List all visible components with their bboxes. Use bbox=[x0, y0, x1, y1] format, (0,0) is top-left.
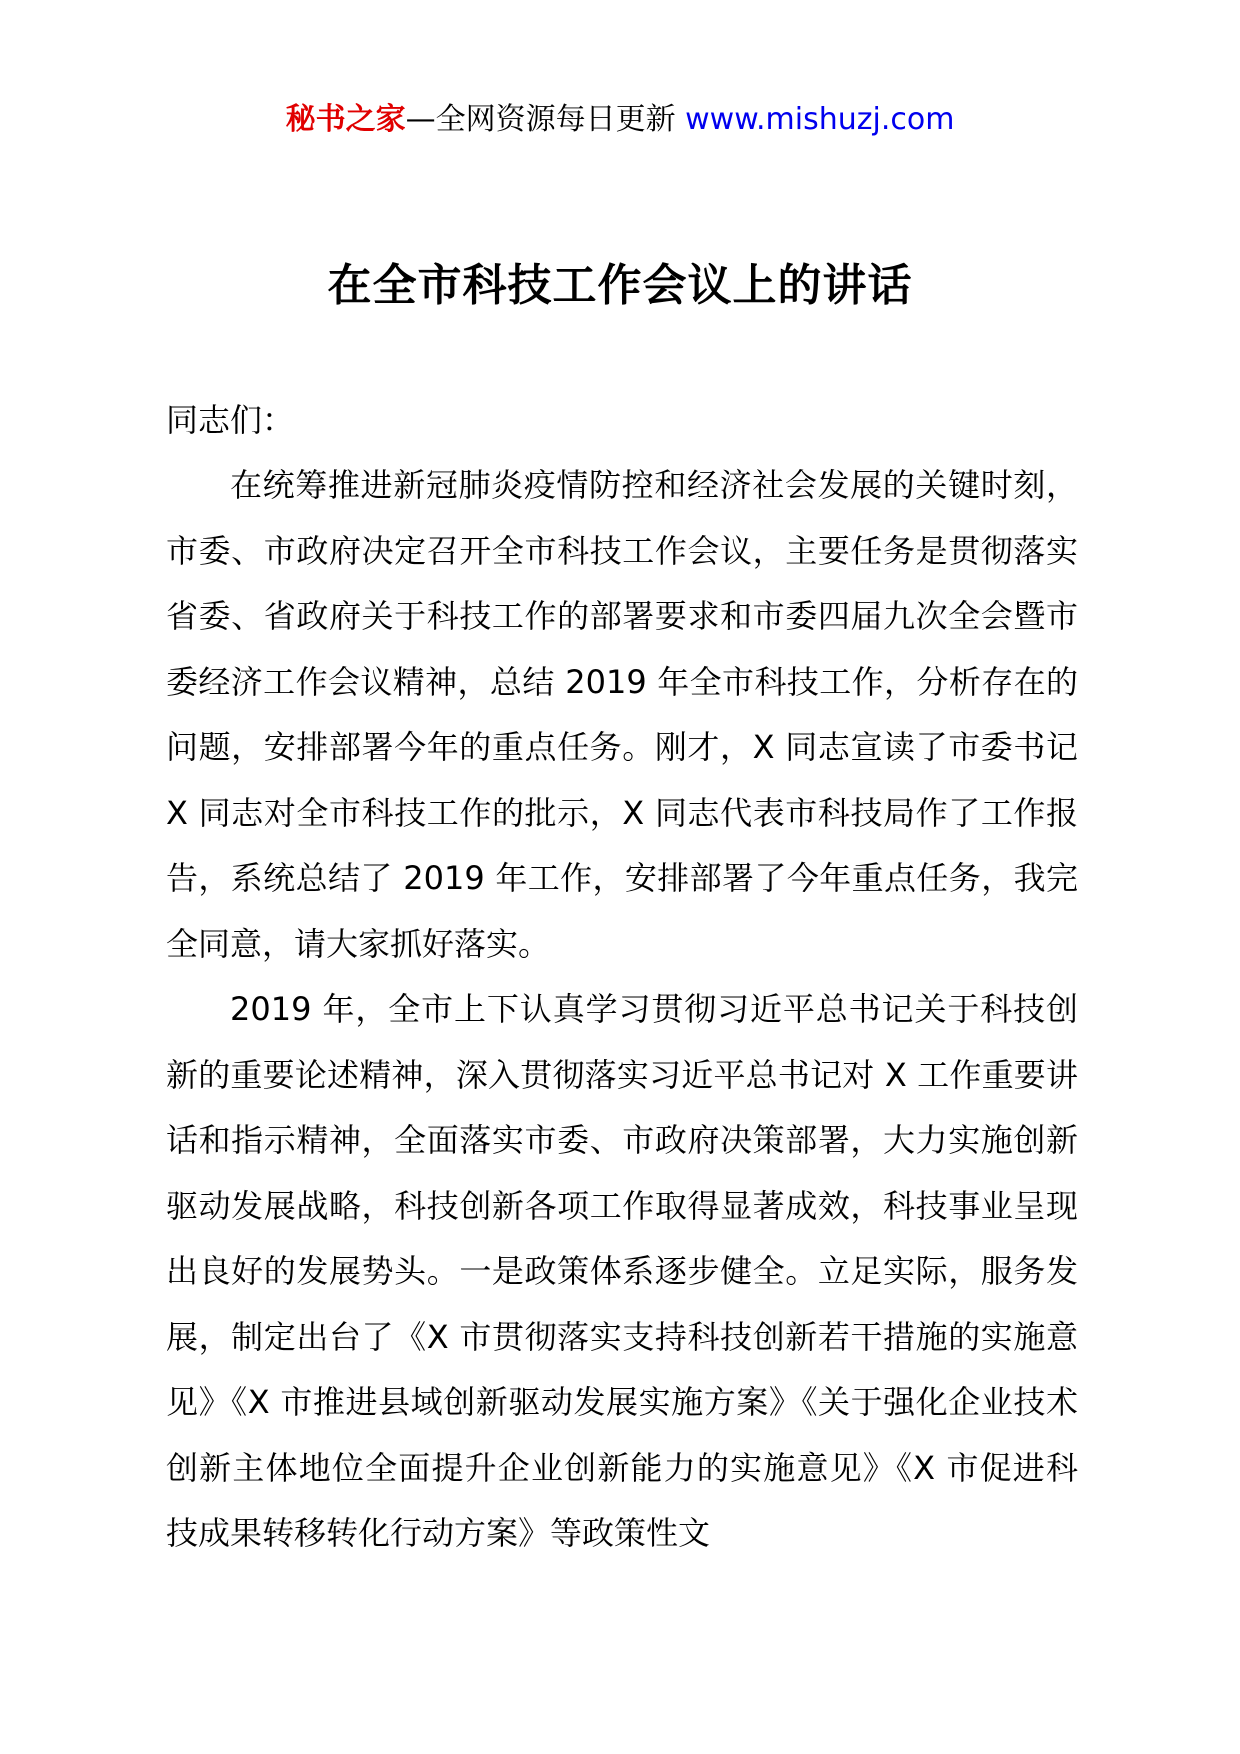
site-url-link[interactable]: www.mishuzj.com bbox=[685, 102, 955, 137]
salutation: 同志们： bbox=[166, 401, 295, 439]
paragraph-1: 在统筹推进新冠肺炎疫情防控和经济社会发展的关键时刻，市委、市政府决定召开全市科技工作会议，主要任务是贯彻落实省委、省政府关于科技工作的部署要求和市委四届九次全会暨市委经济工作会议精神，总结 2019 年全市科技工作，分析存在的问题，安排部署今年的重点任务。刚才，X 同志宣读了市委书记 X 同志对全市科技工作的批示，X 同志代表市科技局作了工作报告，系统总结了 2019 年工作，安排部署了今年重点任务，我完全同意，请大家抓好落实。 bbox=[166, 466, 1078, 963]
paragraph-2: 2019 年，全市上下认真学习贯彻习近平总书记关于科技创新的重要论述精神，深入贯彻落实习近平总书记对 X 工作重要讲话和指示精神，全面落实市委、市政府决策部署，大力实施创新驱动发展战略，科技创新各项工作取得显著成效，科技事业呈现出良好的发展势头。一是政策体系逐步健全。立足实际，服务发展，制定出台了《X 市贯彻落实支持科技创新若干措施的实施意见》《X 市推进县域创新驱动发展实施方案》《关于强化企业技术创新主体地位全面提升企业创新能力的实施意见》《X 市促进科技成果转移转化行动方案》等政策性文 bbox=[166, 990, 1078, 1552]
document-title: 在全市科技工作会议上的讲话 bbox=[327, 260, 913, 311]
site-brand: 秘书之家 bbox=[285, 102, 406, 137]
site-tagline: —全网资源每日更新 bbox=[405, 102, 686, 137]
site-header bbox=[0, 98, 1240, 142]
document-body bbox=[166, 387, 1078, 1567]
